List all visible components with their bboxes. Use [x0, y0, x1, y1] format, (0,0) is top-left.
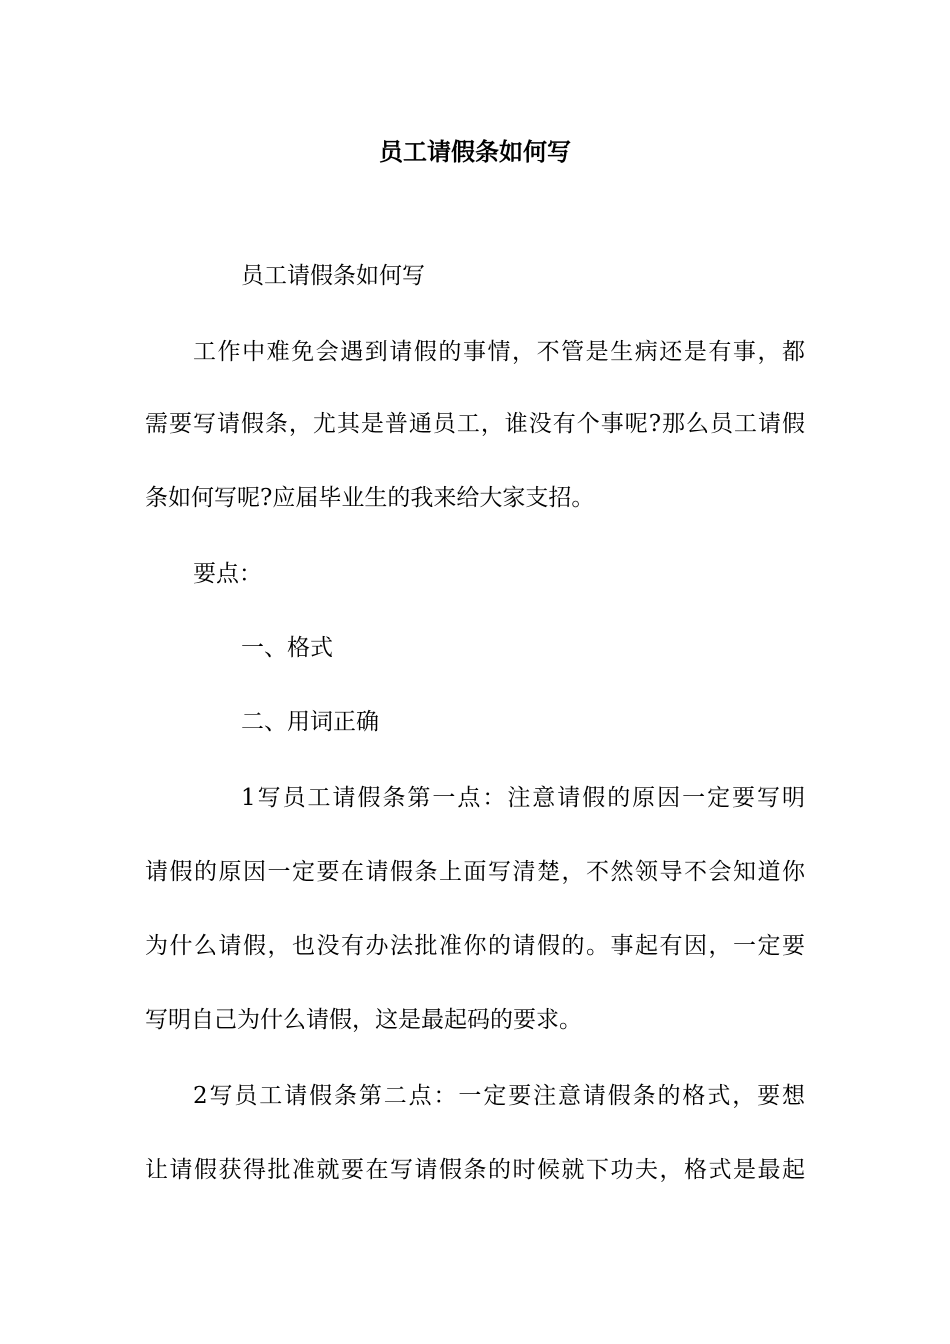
paragraph-line: 写明自己为什么请假，这是最起码的要求。 — [145, 1007, 582, 1033]
paragraph-line: 需要写请假条，尤其是普通员工，谁没有个事呢?那么员工请假 — [145, 411, 805, 437]
paragraph-line: 让请假获得批准就要在写请假条的时候就下功夫，格式是最起 — [145, 1157, 805, 1183]
paragraph-line: 请假的原因一定要在请假条上面写清楚，不然领导不会知道你 — [145, 859, 805, 885]
subtitle-line: 员工请假条如何写 — [241, 263, 425, 289]
paragraph-line: 条如何写呢?应届毕业生的我来给大家支招。 — [145, 485, 595, 511]
paragraph-line: 工作中难免会遇到请假的事情，不管是生病还是有事，都 — [193, 339, 805, 365]
key-points-heading: 要点： — [193, 561, 262, 587]
paragraph-line: 2写员工请假条第二点：一定要注意请假条的格式，要想 — [193, 1083, 805, 1109]
document-title: 员工请假条如何写 — [379, 137, 571, 166]
paragraph-line: 为什么请假，也没有办法批准你的请假的。事起有因，一定要 — [145, 933, 805, 959]
paragraph-line: 1写员工请假条第一点：注意请假的原因一定要写明 — [241, 785, 805, 811]
point-wording: 二、用词正确 — [241, 709, 379, 735]
point-format: 一、格式 — [241, 635, 333, 661]
